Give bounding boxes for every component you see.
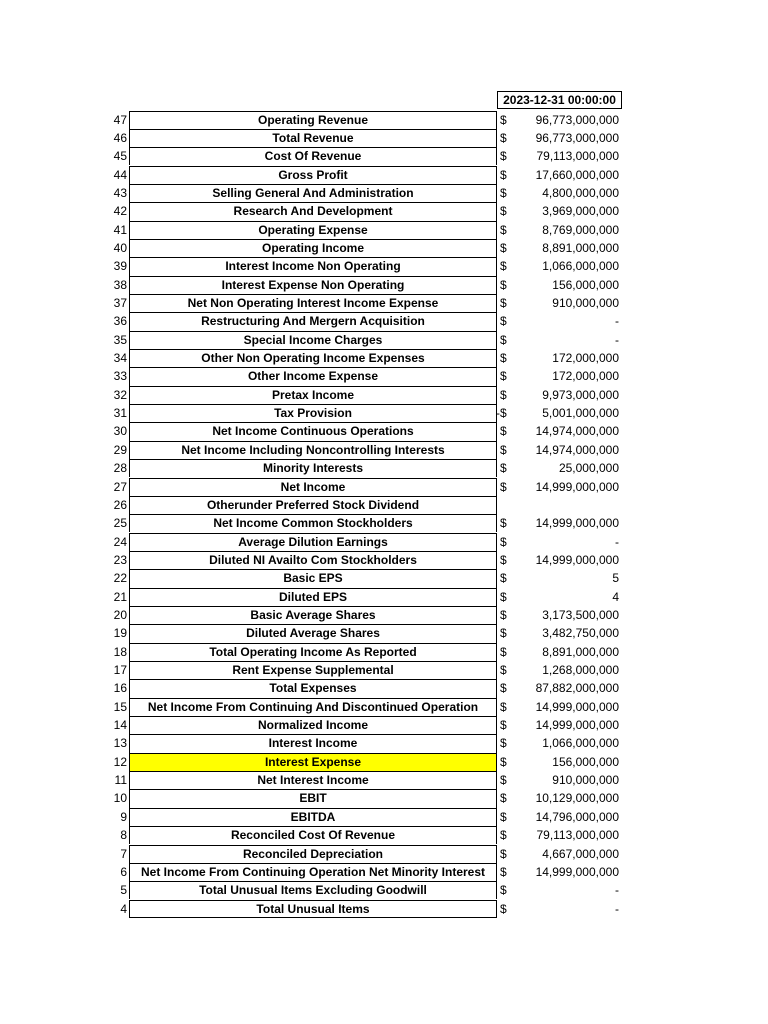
line-item-value[interactable]: 96,773,000,000 [535,130,619,145]
line-item-label[interactable]: Net Interest Income [129,771,497,789]
table-row [0,588,768,606]
line-item-value[interactable]: - [615,534,619,549]
line-item-value[interactable]: - [615,332,619,347]
line-item-label[interactable]: Net Income [129,478,497,496]
table-row [0,643,768,661]
currency-symbol: $ [500,589,507,604]
line-item-label[interactable]: Other Non Operating Income Expenses [129,349,497,367]
line-item-value[interactable]: 172,000,000 [552,351,619,366]
currency-symbol: $ [500,791,507,806]
table-row [0,331,768,349]
row-number: 18 [113,644,127,659]
row-number: 46 [113,130,127,145]
currency-symbol: $ [500,846,507,861]
line-item-value[interactable]: 17,660,000,000 [535,167,619,182]
table-row [0,624,768,642]
line-item-label[interactable]: Research And Development [129,202,497,220]
table-row [0,202,768,220]
line-item-value[interactable]: 5 [612,571,619,586]
table-row [0,661,768,679]
line-item-value[interactable]: 8,769,000,000 [542,222,619,237]
row-number: 14 [113,718,127,733]
line-item-label[interactable]: Net Non Operating Interest Income Expense [129,294,497,312]
currency-symbol: $ [500,332,507,347]
table-row [0,349,768,367]
line-item-label[interactable]: Total Expenses [129,679,497,697]
row-number: 24 [113,534,127,549]
table-row [0,881,768,899]
line-item-value[interactable]: 1,268,000,000 [542,663,619,677]
line-item-label[interactable]: Tax Provision [129,404,497,422]
line-item-label[interactable]: Reconciled Cost Of Revenue [129,826,497,844]
line-item-label[interactable]: Diluted EPS [129,588,497,606]
currency-symbol: $ [500,296,507,310]
line-item-value[interactable]: 4,667,000,000 [542,846,619,861]
currency-symbol: $ [500,240,507,255]
row-number: 16 [113,681,127,696]
line-item-label[interactable]: Operating Expense [129,221,497,239]
row-number: 20 [113,607,127,622]
line-item-label[interactable]: Otherunder Preferred Stock Dividend [129,496,497,514]
line-item-value[interactable]: 172,000,000 [552,369,619,384]
currency-symbol: $ [500,681,507,696]
currency-symbol: $ [500,185,507,200]
line-item-value[interactable]: 14,999,000,000 [535,479,619,494]
date-column-header[interactable]: 2023-12-31 00:00:00 [497,91,622,109]
row-number: 8 [120,828,127,843]
table-row [0,478,768,496]
currency-symbol: $ [500,424,507,439]
currency-symbol: $ [500,773,507,788]
line-item-label[interactable]: Normalized Income [129,716,497,734]
table-row [0,422,768,440]
line-item-label[interactable]: Average Dilution Earnings [129,533,497,551]
line-item-label[interactable]: Operating Income [129,239,497,257]
line-item-value[interactable]: - [615,314,619,329]
row-number: 35 [113,332,127,347]
row-number: 41 [113,222,127,237]
row-number: 5 [120,883,127,898]
line-item-label[interactable]: Operating Revenue [129,111,497,129]
line-item-value[interactable]: 910,000,000 [552,773,619,788]
currency-symbol: $ [500,901,507,916]
line-item-label[interactable]: Total Unusual Items [129,900,497,918]
table-row [0,826,768,844]
currency-symbol: $ [500,516,507,531]
currency-symbol: $ [500,442,507,457]
row-number: 6 [120,864,127,879]
row-number: 29 [113,442,127,457]
currency-symbol: $ [500,828,507,843]
row-number: 13 [113,736,127,751]
table-row [0,771,768,789]
line-item-label[interactable]: Other Income Expense [129,367,497,385]
row-number: 15 [113,699,127,714]
line-item-label[interactable]: Basic Average Shares [129,606,497,624]
row-number: 33 [113,369,127,384]
line-item-label[interactable]: Interest Income Non Operating [129,257,497,275]
currency-symbol: $ [500,699,507,714]
table-row [0,129,768,147]
line-item-label[interactable]: Minority Interests [129,459,497,477]
line-item-label[interactable]: Net Income From Continuing Operation Net Minority Interest [129,863,497,881]
line-item-label[interactable]: Interest Income [129,734,497,752]
line-item-label[interactable]: EBIT [129,789,497,807]
line-item-value[interactable]: 14,974,000,000 [535,442,619,457]
line-item-value[interactable]: 8,891,000,000 [542,644,619,659]
line-item-label[interactable]: Reconciled Depreciation [129,845,497,863]
currency-symbol: $ [500,736,507,751]
row-number: 34 [113,351,127,366]
row-number: 26 [113,497,127,512]
line-item-label[interactable]: Gross Profit [129,166,497,184]
line-item-value[interactable]: 10,129,000,000 [535,791,619,806]
line-item-value[interactable]: 14,974,000,000 [535,424,619,439]
line-item-label[interactable]: Pretax Income [129,386,497,404]
currency-symbol: $ [500,883,507,898]
table-row [0,808,768,826]
table-row [0,679,768,697]
currency-symbol: $ [500,351,507,366]
row-number: 37 [113,296,127,310]
table-row [0,569,768,587]
line-item-value[interactable]: 910,000,000 [552,296,619,310]
line-item-value[interactable]: 1,066,000,000 [542,736,619,751]
row-number: 12 [113,754,127,769]
line-item-value[interactable]: 96,773,000,000 [535,112,619,127]
currency-symbol: -$ [496,406,507,421]
line-item-label[interactable]: Total Operating Income As Reported [129,643,497,661]
currency-symbol: $ [500,387,507,402]
currency-symbol: $ [500,259,507,274]
line-item-label[interactable]: Restructuring And Mergern Acquisition [129,312,497,330]
row-number: 44 [113,167,127,182]
line-item-value[interactable]: 156,000,000 [552,754,619,769]
line-item-label[interactable]: Basic EPS [129,569,497,587]
row-number: 43 [113,185,127,200]
line-item-value[interactable]: 156,000,000 [552,277,619,292]
line-item-label[interactable]: Rent Expense Supplemental [129,661,497,679]
table-row [0,386,768,404]
line-item-value[interactable]: 14,999,000,000 [535,864,619,879]
row-number: 30 [113,424,127,439]
line-item-value[interactable]: 1,066,000,000 [542,259,619,274]
currency-symbol: $ [500,607,507,622]
line-item-value[interactable]: 87,882,000,000 [535,681,619,696]
table-row [0,789,768,807]
currency-symbol: $ [500,534,507,549]
table-row [0,367,768,385]
row-number: 28 [113,461,127,476]
table-row [0,276,768,294]
line-item-value[interactable]: - [615,883,619,898]
row-number: 31 [113,406,127,421]
table-row [0,294,768,312]
currency-symbol: $ [500,864,507,879]
line-item-label[interactable]: Diluted Average Shares [129,624,497,642]
currency-symbol: $ [500,167,507,182]
currency-symbol: $ [500,644,507,659]
table-row [0,312,768,330]
table-row [0,845,768,863]
line-item-value[interactable]: 14,999,000,000 [535,516,619,531]
currency-symbol: $ [500,626,507,641]
row-number: 10 [113,791,127,806]
row-number: 17 [113,663,127,677]
table-row [0,257,768,275]
row-number: 19 [113,626,127,641]
line-item-label[interactable]: Net Income Continuous Operations [129,422,497,440]
line-item-value[interactable]: - [615,901,619,916]
table-row [0,459,768,477]
currency-symbol: $ [500,663,507,677]
table-row [0,753,768,771]
row-number: 9 [120,809,127,824]
line-item-value[interactable]: 14,999,000,000 [535,552,619,567]
row-number: 7 [120,846,127,861]
row-number: 27 [113,479,127,494]
table-row [0,404,768,422]
row-number: 25 [113,516,127,531]
currency-symbol: $ [500,130,507,145]
row-number: 4 [120,901,127,916]
row-number: 39 [113,259,127,274]
line-item-label[interactable]: EBITDA [129,808,497,826]
currency-symbol: $ [500,277,507,292]
row-number: 23 [113,552,127,567]
table-row [0,698,768,716]
line-item-value[interactable]: 14,796,000,000 [535,809,619,824]
currency-symbol: $ [500,479,507,494]
currency-symbol: $ [500,571,507,586]
line-item-value[interactable]: 14,999,000,000 [535,699,619,714]
row-number: 40 [113,240,127,255]
line-item-value[interactable]: 14,999,000,000 [535,718,619,733]
line-item-value[interactable]: 79,113,000,000 [536,828,619,843]
row-number: 45 [113,149,127,164]
table-row [0,734,768,752]
line-item-label[interactable]: Selling General And Administration [129,184,497,202]
line-item-value[interactable]: 5,001,000,000 [542,406,619,421]
currency-symbol: $ [500,809,507,824]
currency-symbol: $ [500,222,507,237]
table-row [0,239,768,257]
line-item-value[interactable]: 8,891,000,000 [542,240,619,255]
line-item-label[interactable]: Net Income Including Noncontrolling Interests [129,441,497,459]
table-row [0,606,768,624]
line-item-label[interactable]: Total Revenue [129,129,497,147]
currency-symbol: $ [500,718,507,733]
line-item-value[interactable]: 9,973,000,000 [542,387,619,402]
line-item-label[interactable]: Cost Of Revenue [129,147,497,165]
row-number: 32 [113,387,127,402]
table-row [0,551,768,569]
line-item-label[interactable]: Net Income From Continuing And Discontinued Operation [129,698,497,716]
row-number: 11 [114,773,127,788]
currency-symbol: $ [500,369,507,384]
table-row [0,111,768,129]
table-row [0,166,768,184]
line-item-value[interactable]: 4 [612,589,619,604]
line-item-value[interactable]: 3,173,500,000 [542,607,619,622]
line-item-label[interactable]: Total Unusual Items Excluding Goodwill [129,881,497,899]
currency-symbol: $ [500,754,507,769]
table-row [0,533,768,551]
table-row [0,863,768,881]
table-row [0,147,768,165]
row-number: 47 [113,112,127,127]
line-item-value[interactable]: 4,800,000,000 [542,185,619,200]
row-number: 21 [113,589,127,604]
line-item-value[interactable]: 3,482,750,000 [542,626,619,641]
table-row [0,441,768,459]
table-row [0,514,768,532]
line-item-label[interactable]: Interest Expense Non Operating [129,276,497,294]
currency-symbol: $ [500,149,507,164]
line-item-value[interactable]: 79,113,000,000 [536,149,619,164]
currency-symbol: $ [500,314,507,329]
table-row [0,496,768,514]
line-item-label[interactable]: Diluted NI Availto Com Stockholders [129,551,497,569]
line-item-label[interactable]: Special Income Charges [129,331,497,349]
table-row [0,184,768,202]
line-item-value[interactable]: 25,000,000 [558,461,619,476]
line-item-label[interactable]: Net Income Common Stockholders [129,514,497,532]
line-item-label[interactable]: Interest Expense [129,753,497,771]
currency-symbol: $ [500,552,507,567]
line-item-value[interactable]: 3,969,000,000 [542,204,619,219]
currency-symbol: $ [500,112,507,127]
table-row [0,900,768,918]
currency-symbol: $ [500,204,507,219]
table-row [0,716,768,734]
table-row [0,221,768,239]
row-number: 42 [113,204,127,219]
row-number: 38 [113,277,127,292]
currency-symbol: $ [500,461,507,476]
row-number: 36 [113,314,127,329]
row-number: 22 [113,571,127,586]
